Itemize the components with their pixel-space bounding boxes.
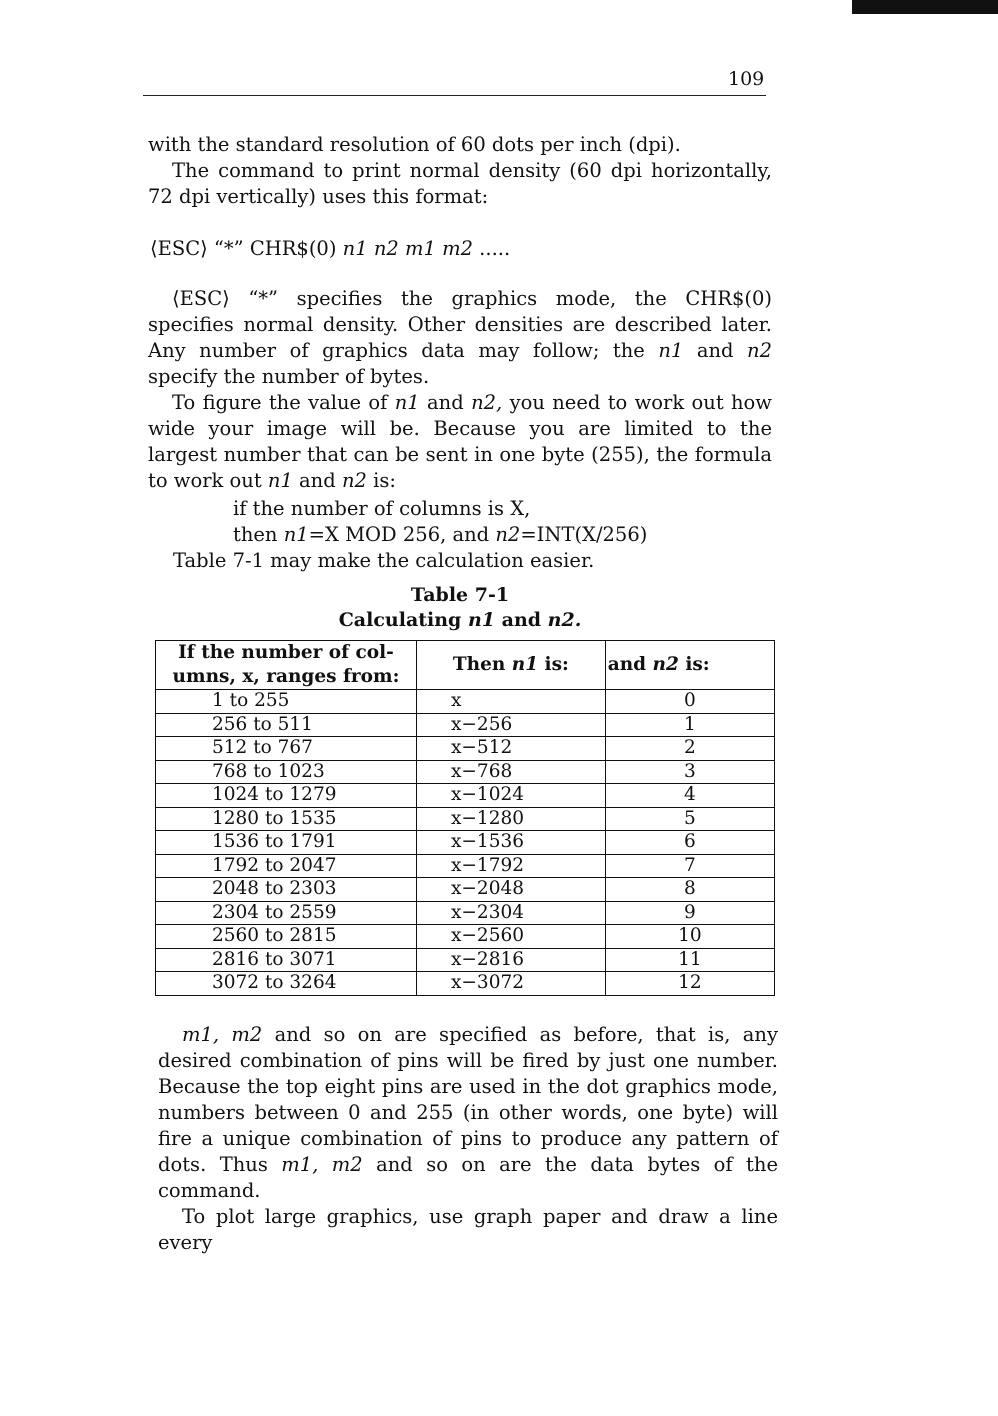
table-row <box>156 690 775 714</box>
header-n1: Then n1 is: <box>417 641 606 690</box>
n2-cell: 3 <box>605 760 774 784</box>
range-cell: 1536 to 1791 <box>156 831 417 855</box>
n2-cell: 9 <box>605 901 774 925</box>
intro-paragraph: The command to print normal density (60 dpi horizontally, 72 dpi vertically) uses this format: <box>148 159 772 208</box>
range-cell: 256 to 511 <box>156 713 417 737</box>
table-row <box>156 713 775 737</box>
n2-cell: 2 <box>605 737 774 761</box>
table-row <box>156 831 775 855</box>
command-format <box>150 236 774 262</box>
header-range: If the number of col- umns, x, ranges from: <box>156 641 417 690</box>
range-cell: 1024 to 1279 <box>156 784 417 808</box>
n1-cell: x−2816 <box>417 948 606 972</box>
n2-cell: 8 <box>605 878 774 902</box>
range-cell: 2304 to 2559 <box>156 901 417 925</box>
range-cell: 2560 to 2815 <box>156 925 417 949</box>
paragraph-5: m1, m2 and so on are specified as before, that is, any desired combination of pins will be fired by just one number. Because the top eight pins are used in the dot graphics mode, numbers between 0 and 255 (in other words, one byte) will fire a unique combination of pins to produce any pattern of dots. Thus m1, m2 and so on are the data bytes of the command. <box>158 1023 778 1202</box>
command-prefix: ⟨ESC⟩ “*” CHR$(0) <box>150 237 343 260</box>
table-row <box>156 760 775 784</box>
n1-cell: x−1024 <box>417 784 606 808</box>
n2-cell: 1 <box>605 713 774 737</box>
paragraph-3: ⟨ESC⟩ “*” specifies the graphics mode, the CHR$(0) specifies normal density. Other densities are described later. Any number of graphics data may follow; the n1 and n2 specify the number of bytes. <box>148 287 772 388</box>
table-header-row <box>156 641 775 690</box>
table-row <box>156 784 775 808</box>
n1-cell: x−2304 <box>417 901 606 925</box>
calculation-table <box>155 640 775 996</box>
table-title: Table 7-1 <box>410 584 510 606</box>
command-suffix: ..... <box>472 237 511 260</box>
n2-cell: 11 <box>605 948 774 972</box>
table-row <box>156 878 775 902</box>
range-cell: 1792 to 2047 <box>156 854 417 878</box>
scan-edge-mark <box>852 0 998 14</box>
n1-cell: x−512 <box>417 737 606 761</box>
range-cell: 3072 to 3264 <box>156 972 417 996</box>
table-row <box>156 737 775 761</box>
table-row <box>156 807 775 831</box>
n1-cell: x−1792 <box>417 854 606 878</box>
table-row <box>156 901 775 925</box>
n1-cell: x−2048 <box>417 878 606 902</box>
n1-cell: x−768 <box>417 760 606 784</box>
table-row <box>156 854 775 878</box>
formula-line-1: if the number of columns is X, <box>233 497 531 520</box>
range-cell: 512 to 767 <box>156 737 417 761</box>
n1-cell: x <box>417 690 606 714</box>
formula-line-2: then n1=X MOD 256, and n2=INT(X/256) <box>233 523 648 546</box>
n1-cell: x−256 <box>417 713 606 737</box>
header-rule <box>143 95 766 96</box>
n2-cell: 12 <box>605 972 774 996</box>
n2-cell: 10 <box>605 925 774 949</box>
range-cell: 1 to 255 <box>156 690 417 714</box>
command-args: n1 n2 m1 m2 <box>342 237 473 260</box>
intro-text <box>148 132 772 210</box>
n1-cell: x−2560 <box>417 925 606 949</box>
range-cell: 1280 to 1535 <box>156 807 417 831</box>
header-n2: and n2 is: <box>605 641 774 690</box>
table-row <box>156 925 775 949</box>
page-number: 109 <box>728 68 765 90</box>
n2-cell: 7 <box>605 854 774 878</box>
range-cell: 2816 to 3071 <box>156 948 417 972</box>
n2-cell: 4 <box>605 784 774 808</box>
range-cell: 768 to 1023 <box>156 760 417 784</box>
n1-cell: x−1280 <box>417 807 606 831</box>
n1-cell: x−3072 <box>417 972 606 996</box>
table-reference: Table 7-1 may make the calculation easier. <box>173 549 595 572</box>
paragraph-6: To plot large graphics, use graph paper and draw a line every <box>158 1205 778 1254</box>
n2-cell: 0 <box>605 690 774 714</box>
graphics-mode-paragraph <box>148 286 772 494</box>
table-subtitle: Calculating n1 and n2. <box>338 609 582 631</box>
n2-cell: 5 <box>605 807 774 831</box>
table-row <box>156 948 775 972</box>
range-cell: 2048 to 2303 <box>156 878 417 902</box>
data-bytes-paragraph <box>158 1022 778 1256</box>
paragraph-4: To figure the value of n1 and n2, you need to work out how wide your image will be. Because you are limited to the largest number that can be sent in one byte (255), the formula to work out n1 and n2 is: <box>148 391 772 492</box>
table-row <box>156 972 775 996</box>
intro-line: with the standard resolution of 60 dots per inch (dpi). <box>148 133 681 156</box>
n2-cell: 6 <box>605 831 774 855</box>
n1-cell: x−1536 <box>417 831 606 855</box>
